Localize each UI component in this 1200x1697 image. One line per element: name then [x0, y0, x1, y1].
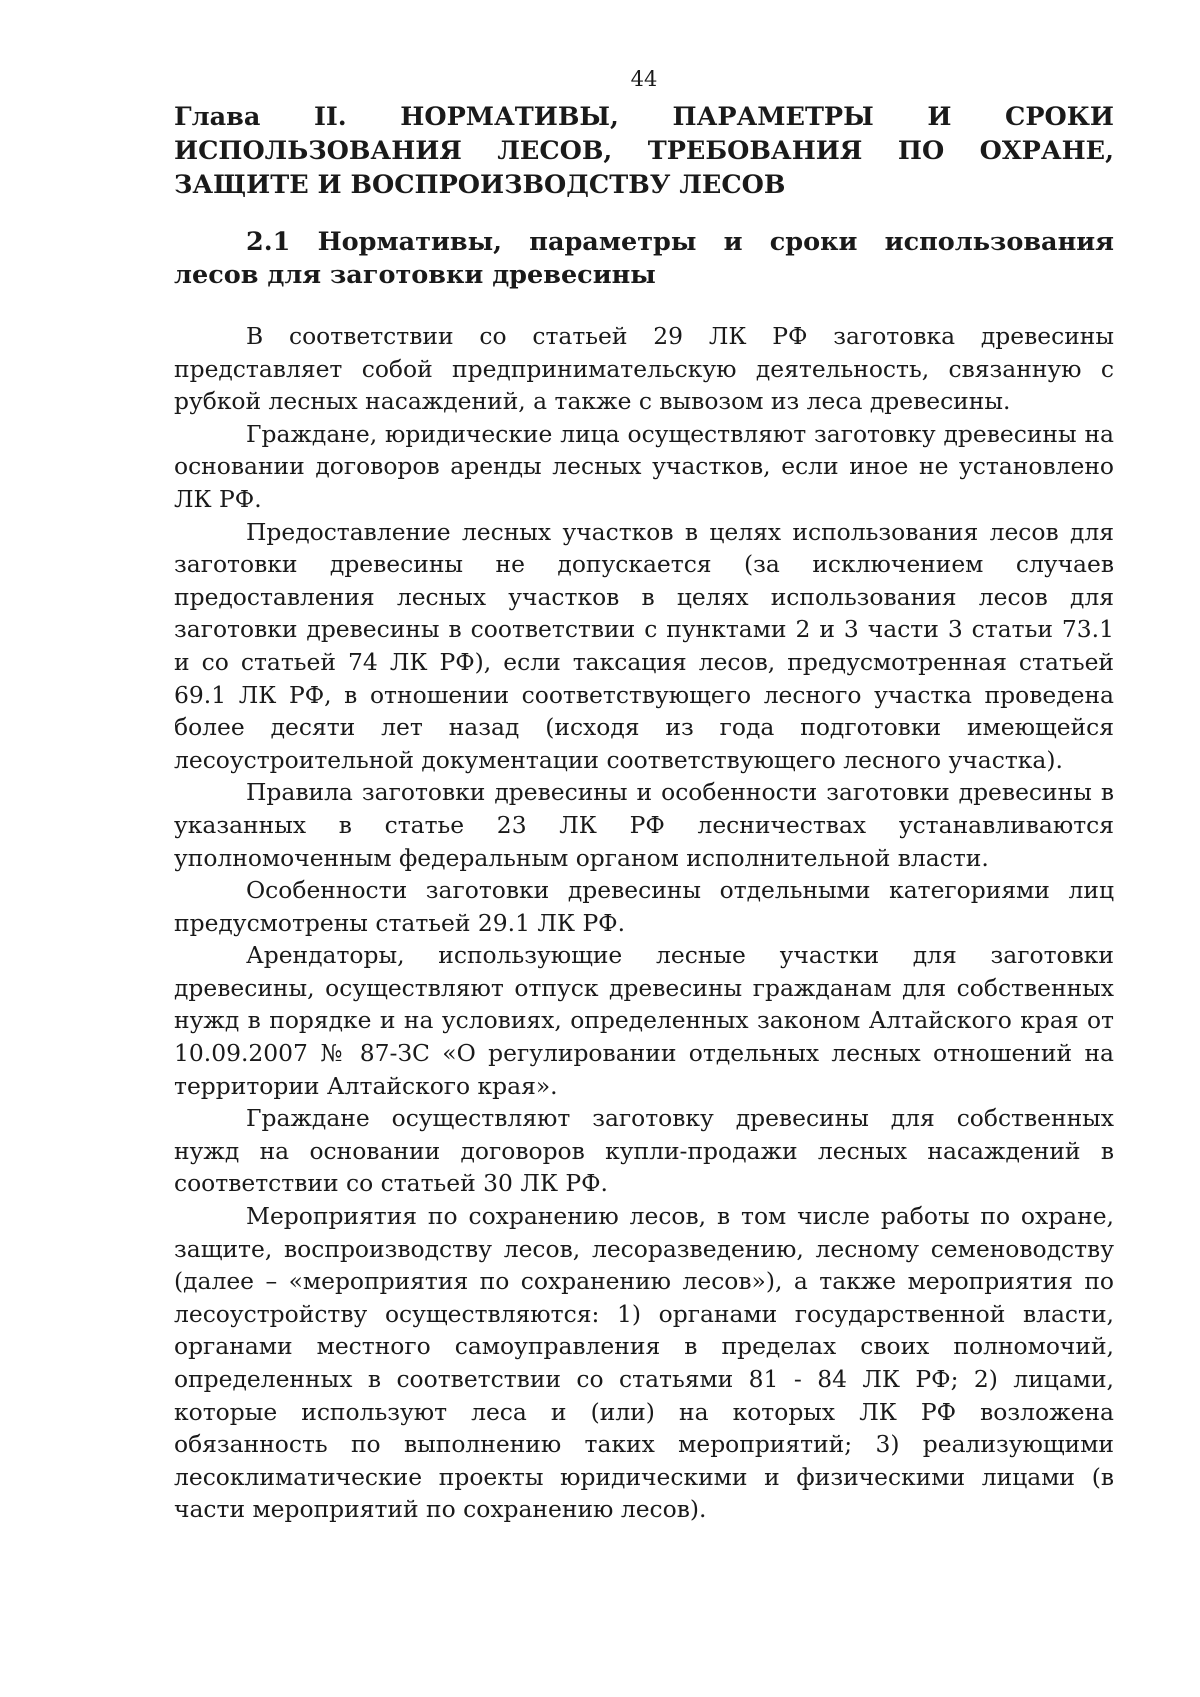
paragraph-forest-preservation: Мероприятия по сохранению лесов, в том числе работы по охране, защите, воспроизводству лесов, лесоразведению, лесному семеноводству (далее – «мероприятия по сохранению лесов»), а также мероприятия по лесоустройству осуществляются: 1) органами государственной власти, органами местного самоуправления в пределах своих полномочий, определенных в соответствии со статьями 81 - 84 ЛК РФ; 2) лицами, которые используют леса и (или) на которых ЛК РФ возложена обязанность по выполнению таких мероприятий; 3) реализующими лесоклиматические проекты юридическими и физическими лицами (в части мероприятий по сохранению лесов). — [174, 1202, 1114, 1524]
document-page — [174, 66, 1114, 1526]
document-body — [174, 320, 1114, 1526]
page-number: 44 — [630, 67, 658, 91]
chapter-title: Глава II. НОРМАТИВЫ, ПАРАМЕТРЫ И СРОКИ ИСПОЛЬЗОВАНИЯ ЛЕСОВ, ТРЕБОВАНИЯ ПО ОХРАНЕ, ЗАЩИТЕ И ВОСПРОИЗВОДСТВУ ЛЕСОВ — [174, 102, 1114, 200]
paragraph-tenants-release: Арендаторы, использующие лесные участки для заготовки древесины, осуществляют отпуск древесины гражданам для собственных нужд в порядке и на условиях, определенных законом Алтайского края от 10.09.2007 № 87-ЗС «О регулировании отдельных лесных отношений на территории Алтайского края». — [174, 941, 1114, 1100]
paragraph-lease-basis: Граждане, юридические лица осуществляют заготовку древесины на основании договоров аренды лесных участков, если иное не установлено ЛК РФ. — [174, 419, 1114, 513]
paragraph-taxation-restriction: Предоставление лесных участков в целях использования лесов для заготовки древесины не допускается (за исключением случаев предоставления лесных участков в целях использования лесов для заготовки древесины в соответствии с пунктами 2 и 3 части 3 статьи 73.1 и со статьей 74 ЛК РФ), если таксация лесов, предусмотренная статьей 69.1 ЛК РФ, в отношении соответствующего лесного участка проведена более десяти лет назад (исходя из года подготовки имеющейся лесоустроительной документации соответствующего лесного участка). — [174, 517, 1114, 774]
paragraph-citizens-own-needs: Граждане осуществляют заготовку древесины для собственных нужд на основании договоров купли-продажи лесных насаждений в соответствии со статьей 30 ЛК РФ. — [174, 1104, 1114, 1198]
paragraph-harvesting-definition: В соответствии со статьей 29 ЛК РФ заготовка древесины представляет собой предпринимательскую деятельность, связанную с рубкой лесных насаждений, а также с вывозом из леса древесины. — [174, 322, 1114, 416]
paragraph-harvesting-rules: Правила заготовки древесины и особенности заготовки древесины в указанных в статье 23 ЛК РФ лесничествах устанавливаются уполномоченным федеральным органом исполнительной власти. — [174, 778, 1114, 872]
section-title: 2.1 Нормативы, параметры и сроки использования лесов для заготовки древесины — [174, 227, 1114, 290]
paragraph-special-categories: Особенности заготовки древесины отдельными категориями лиц предусмотрены статьей 29.1 ЛК РФ. — [174, 876, 1114, 937]
